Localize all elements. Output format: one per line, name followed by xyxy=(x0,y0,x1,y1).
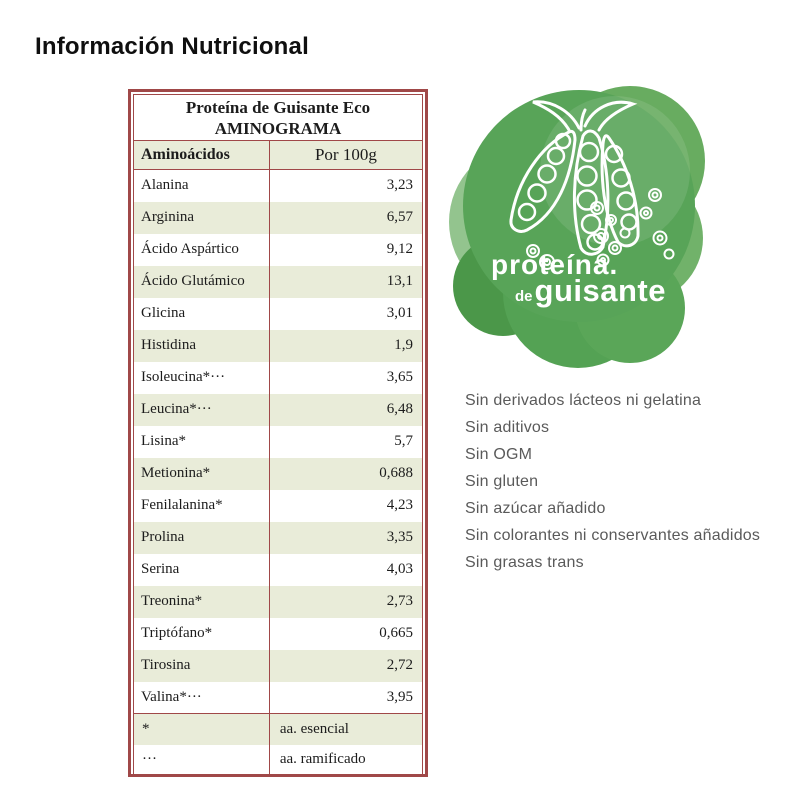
amino-value: 4,23 xyxy=(386,497,413,513)
table-row xyxy=(134,586,423,618)
column-header-aminoacidos: Aminoácidos xyxy=(134,141,270,170)
amino-value: 3,23 xyxy=(386,177,413,194)
footnote-label: aa. ramificado xyxy=(279,751,366,768)
table-row xyxy=(134,298,423,330)
table-title xyxy=(134,95,423,141)
amino-value: 3,65 xyxy=(386,369,413,385)
footnote-row xyxy=(134,714,423,745)
table-row xyxy=(134,202,423,234)
page-title: Información Nutricional xyxy=(35,33,309,60)
amino-name: Ácido Glutámico xyxy=(134,266,270,298)
amino-name: Histidina xyxy=(134,330,270,362)
table-row xyxy=(134,618,423,650)
table-row xyxy=(134,362,423,394)
amino-value: 2,72 xyxy=(386,657,413,673)
column-header-row xyxy=(134,141,423,170)
amino-value: 3,95 xyxy=(386,688,413,705)
logo-text-proteina: proteína. xyxy=(491,249,619,280)
logo-text-guisante: guisante xyxy=(534,273,666,308)
claim-item: Sin OGM xyxy=(465,446,533,463)
table-row xyxy=(134,426,423,458)
amino-name: Leucina*··· xyxy=(134,394,270,426)
logo-text-line2 xyxy=(515,273,666,308)
claim-item: Sin aditivos xyxy=(465,419,550,436)
table-row xyxy=(134,394,423,426)
amino-name: Valina*··· xyxy=(134,682,270,714)
table-title-row xyxy=(134,95,423,141)
amino-value: 6,48 xyxy=(386,401,413,417)
footnote-row xyxy=(134,745,423,776)
amino-name: Metionina* xyxy=(134,458,270,490)
column-header-por-100g: Por 100g xyxy=(269,141,422,170)
amino-name: Treonina* xyxy=(134,586,270,618)
amino-name: Serina xyxy=(134,554,270,586)
table-row xyxy=(134,650,423,682)
table-row xyxy=(134,234,423,266)
table-title-line2: AMINOGRAMA xyxy=(214,118,342,138)
amino-value: 3,35 xyxy=(386,529,413,545)
claim-item: Sin azúcar añadido xyxy=(465,500,606,517)
claim-item: Sin derivados lácteos ni gelatina xyxy=(465,392,702,409)
amino-value: 13,1 xyxy=(386,273,413,289)
claim-item: Sin grasas trans xyxy=(465,554,584,571)
amino-name: Ácido Aspártico xyxy=(134,234,270,266)
amino-name: Isoleucina*··· xyxy=(134,362,270,394)
table-row xyxy=(134,458,423,490)
amino-name: Arginina xyxy=(134,202,270,234)
amino-name: Triptófano* xyxy=(134,618,270,650)
table-row xyxy=(134,682,423,714)
amino-name: Lisina* xyxy=(134,426,270,458)
claim-item: Sin colorantes ni conservantes añadidos xyxy=(465,527,761,544)
amino-value: 1,9 xyxy=(394,337,413,353)
amino-name: Glicina xyxy=(134,298,270,330)
pea-pods-illustration xyxy=(455,88,705,368)
amino-value: 6,57 xyxy=(386,209,413,225)
table-row xyxy=(134,170,423,202)
amino-value: 4,03 xyxy=(386,561,413,577)
table-row xyxy=(134,266,423,298)
amino-name: Fenilalanina* xyxy=(134,490,270,522)
amino-value: 0,688 xyxy=(379,465,413,481)
aminogram-table xyxy=(133,94,423,776)
claim-item: Sin gluten xyxy=(465,473,539,490)
amino-name: Tirosina xyxy=(134,650,270,682)
amino-value: 9,12 xyxy=(386,241,413,257)
logo-wordmark xyxy=(485,251,666,306)
table-row xyxy=(134,554,423,586)
amino-name: Alanina xyxy=(134,170,270,202)
product-claims-list xyxy=(465,387,760,576)
footnote-symbol: ··· xyxy=(134,745,270,776)
table-row xyxy=(134,522,423,554)
amino-value: 3,01 xyxy=(386,305,413,321)
amino-name: Prolina xyxy=(134,522,270,554)
table-row xyxy=(134,490,423,522)
footnote-symbol: * xyxy=(134,714,270,745)
logo-text-de: de xyxy=(515,288,533,305)
table-title-line1: Proteína de Guisante Eco xyxy=(185,97,371,117)
table-row xyxy=(134,330,423,362)
aminogram-table-frame xyxy=(128,89,428,777)
amino-value: 2,73 xyxy=(386,593,413,609)
amino-value: 0,665 xyxy=(379,625,413,641)
pea-protein-logo xyxy=(455,88,705,368)
amino-value: 5,7 xyxy=(394,433,413,449)
footnote-label: aa. esencial xyxy=(269,714,422,745)
